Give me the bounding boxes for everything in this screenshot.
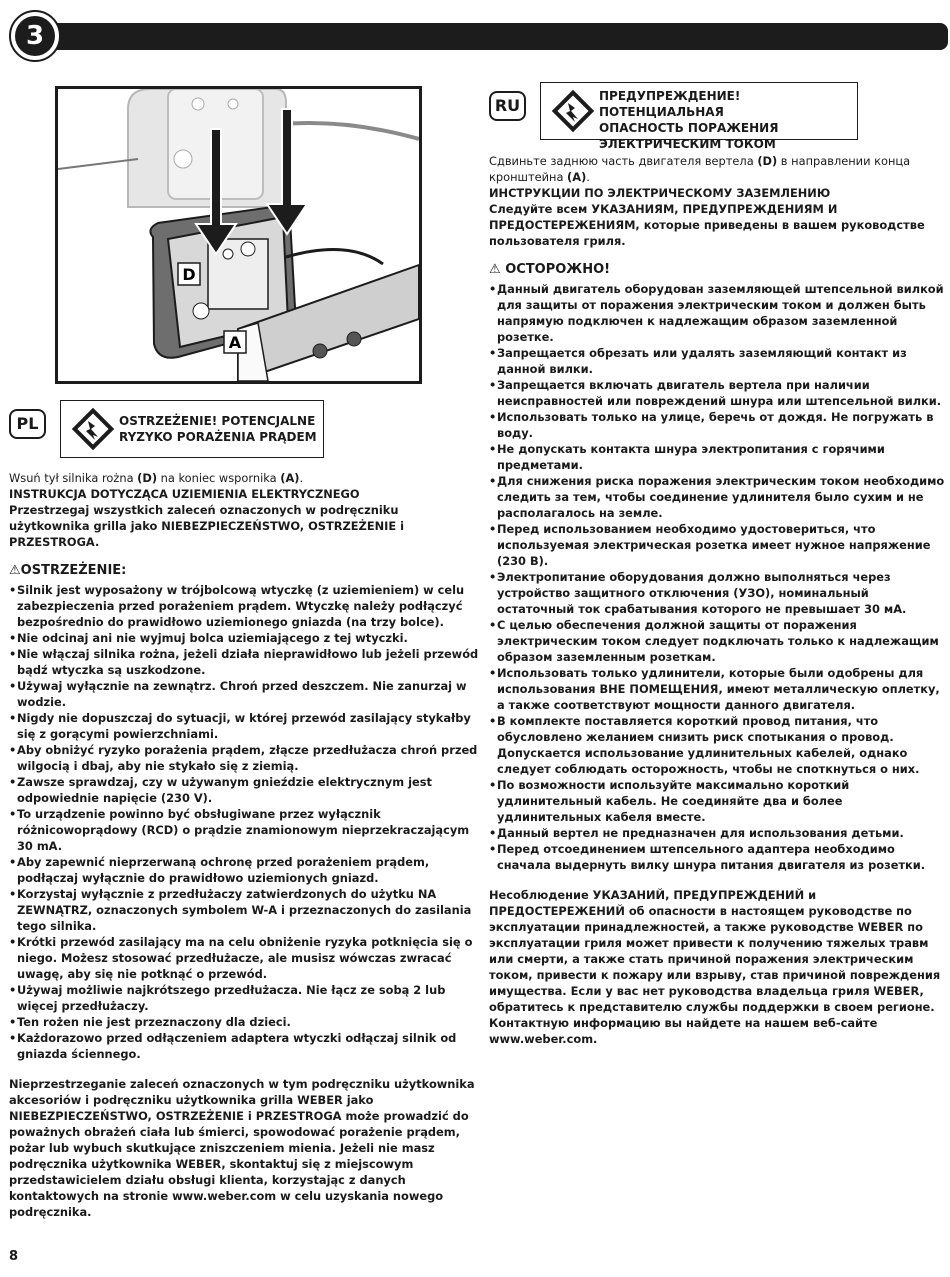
ref-d: (D)	[137, 471, 158, 485]
rotisserie-motor-drawing	[58, 89, 419, 381]
list-item: • Для снижения риска поражения электрическим током необходимо следить за тем, чтобы соединение удлинителя было сухим и не располагалось на земле.	[489, 473, 947, 521]
list-item: • Перед использованием необходимо удостовериться, что используемая электрическая розетка имеет нужное напряжение (230 В).	[489, 521, 947, 569]
list-item: • Использовать только удлинители, которые были одобрены для использования ВНЕ ПОМЕЩЕНИЯ, имеют металлическую оплетку, а также соответствуют мощности данного двигателя.	[489, 665, 947, 713]
step-number-badge	[9, 10, 61, 62]
warning-triangle-icon: ⚠	[489, 262, 506, 277]
grounding-text-ru: Следуйте всем УКАЗАНИЯМ, ПРЕДУПРЕЖДЕНИЯМ И ПРЕДОСТЕРЕЖЕНИЯМ, которые приведены в вашем руководстве пользователя гриля.	[489, 202, 925, 248]
ref-d: (D)	[757, 154, 778, 168]
grounding-title-pl: INSTRUKCJA DOTYCZĄCA UZIEMIENIA ELEKTRYCZNEGO	[9, 487, 360, 501]
list-item: • С целью обеспечения должной защиты от поражения электрическим током следует подключать только к надлежащим образом заземленным розеткам.	[489, 617, 947, 665]
warning-box-pl	[60, 400, 324, 458]
grounding-text-pl: Przestrzegaj wszystkich zaleceń oznaczonych w podręczniku użytkownika grilla jako NIEBEZPIECZEŃSTWO, OSTRZEŻENIE i PRZESTROGA.	[9, 503, 405, 549]
list-item: • Данный вертел не предназначен для использования детьми.	[489, 825, 947, 841]
list-item: • Nie włączaj silnika rożna, jeżeli działa nieprawidłowo lub jeżeli przewód bądź wtyczka są uszkodzone.	[9, 646, 479, 678]
list-item: • Использовать только на улице, беречь от дождя. Не погружать в воду.	[489, 409, 947, 441]
grounding-title-ru: ИНСТРУКЦИИ ПО ЭЛЕКТРИЧЕСКОМУ ЗАЗЕМЛЕНИЮ	[489, 186, 831, 200]
list-item: • Ten rożen nie jest przeznaczony dla dzieci.	[9, 1014, 479, 1030]
list-item: • Электропитание оборудования должно выполняться через устройство защитного отключения (УЗО), номинальный остаточный ток срабатывания которого не превышает 30 мА.	[489, 569, 947, 617]
list-item: • To urządzenie powinno być obsługiwane przez wyłącznik różnicowoprądowy (RCD) o prądzie znamionowym nieprzekraczającym 30 mA.	[9, 806, 479, 854]
list-item: • Данный двигатель оборудован заземляющей штепсельной вилкой для защиты от поражения электрическим током и должен быть напрямую подключен к надлежащим образом заземленной розетке.	[489, 281, 947, 345]
electric-shock-hazard-icon	[71, 407, 115, 451]
caution-heading-ru	[489, 261, 947, 279]
caution-title: ОСТОРОЖНО!	[505, 262, 611, 277]
closing-paragraph-pl: Nieprzestrzeganie zaleceń oznaczonych w tym podręczniku użytkownika akcesoriów i podręczniku użytkownika grilla WEBER jako NIEBEZPIECZEŃSTWO, OSTRZEŻENIE i PRZESTROGA może prowadzić do poważnych obrażeń ciała lub śmierci, spowodować porażenie prądem, pożar lub wybuch skutkujące zniszczeniem mienia. Jeżeli nie masz podręcznika użytkownika WEBER, skontaktuj się z miejscowym przedstawicielem działu obsługi klienta, korzystając z danych kontaktowych na stronie www.weber.com w celu uzyskania nowego podręcznika.	[9, 1077, 475, 1219]
lang-badge-ru: RU	[489, 91, 526, 121]
polish-section	[9, 470, 479, 1220]
list-item: • Aby obniżyć ryzyko porażenia prądem, złącze przedłużacza chroń przed wilgocią i dbaj, aby nie stykało się z ziemią.	[9, 742, 479, 774]
warning-text-pl: OSTRZEŻENIE! POTENCJALNE RYZYKO PORAŻENIA PRĄDEM	[119, 414, 317, 444]
instruction-ru	[489, 153, 947, 185]
warning-box-ru	[540, 82, 858, 151]
instruction-text: Wsuń tył silnika rożna	[9, 471, 138, 485]
list-item: • Każdorazowo przed odłączeniem adaptera wtyczki odłączaj silnik od gniazda ściennego.	[9, 1030, 479, 1062]
list-item: • Nie odcinaj ani nie wyjmuj bolca uziemiającego z tej wtyczki.	[9, 630, 479, 646]
instruction-text: .	[299, 471, 304, 485]
step-number: 3	[15, 16, 55, 56]
list-item: • Запрещается обрезать или удалять заземляющий контакт из данной вилки.	[489, 345, 947, 377]
list-item: • Silnik jest wyposażony w trójbolcową wtyczkę (z uziemieniem) w celu zabezpieczenia przed porażeniem prądem. Wtyczkę należy podłączyć bezpośrednio do prawidłowo uziemionego gniazda (na trzy bolce).	[9, 582, 479, 630]
label-a: A	[228, 333, 242, 352]
instruction-pl	[9, 470, 479, 486]
list-item: • Zawsze sprawdzaj, czy w używanym gnieździe elektrycznym jest odpowiednie napięcie (230 V).	[9, 774, 479, 806]
list-item: • Aby zapewnić nieprzerwaną ochronę przed porażeniem prądem, podłączaj wyłącznie do prawidłowo uziemionych gniazd.	[9, 854, 479, 886]
ref-a: (A)	[567, 170, 587, 184]
instruction-text: Сдвиньте заднюю часть двигателя вертела	[489, 154, 758, 168]
warning-triangle-icon: ⚠	[9, 563, 21, 578]
warning-text-ru: ПРЕДУПРЕЖДЕНИЕ! ПОТЕНЦИАЛЬНАЯ ОПАСНОСТЬ ПОРАЖЕНИЯ ЭЛЕКТРИЧЕСКИМ ТОКОМ	[599, 89, 779, 151]
instruction-text: .	[586, 170, 590, 184]
page-number: 8	[9, 1249, 19, 1264]
lang-badge-pl: PL	[9, 409, 46, 439]
list-item: • Krótki przewód zasilający ma na celu obniżenie ryzyka potknięcia się o niego. Możesz stosować przedłużacze, ale musisz wówczas zwracać uwagę, aby się nie potknąć o przewód.	[9, 934, 479, 982]
russian-section	[489, 153, 947, 1047]
list-item: • В комплекте поставляется короткий провод питания, что обусловлено желанием снизить риск спотыкания о провод. Допускается использование удлинительных кабелей, однако следует соблюдать осторожность, чтобы не споткнуться о них.	[489, 713, 947, 777]
closing-paragraph-ru: Несоблюдение УКАЗАНИЙ, ПРЕДУПРЕЖДЕНИЙ и ПРЕДОСТЕРЕЖЕНИЙ об опасности в настоящем руководстве по эксплуатации принадлежностей, а также руководстве WEBER по эксплуатации гриля может привести к получению тяжелых травм или смерти, а также стать причиной поражения электрическим током, привести к пожару или взрыву, став причиной повреждения имущества. Если у вас нет руководства владельца гриля WEBER, обратитесь к представителю службы поддержки в своем регионе. Контактную информацию вы найдете на нашем веб-сайте www.weber.com.	[489, 888, 941, 1046]
instruction-text: в направлении конца кронштейна	[489, 154, 911, 184]
caution-list-ru	[489, 281, 947, 873]
caution-list-pl	[9, 582, 479, 1062]
list-item: • Запрещается включать двигатель вертела при наличии неисправностей или повреждений шнура или штепсельной вилки.	[489, 377, 947, 409]
list-item: • Перед отсоединением штепсельного адаптера необходимо сначала выдернуть вилку шнура питания двигателя из розетки.	[489, 841, 947, 873]
assembly-illustration	[55, 86, 422, 384]
list-item: • Не допускать контакта шнура электропитания с горячими предметами.	[489, 441, 947, 473]
instruction-text: na koniec wspornika	[157, 471, 281, 485]
caution-heading-pl	[9, 562, 479, 580]
ref-a: (A)	[280, 471, 300, 485]
list-item: • По возможности используйте максимально короткий удлинительный кабель. Не соединяйте два и более удлинительных кабеля вместе.	[489, 777, 947, 825]
step-header-bar	[36, 23, 948, 50]
list-item: • Korzystaj wyłącznie z przedłużaczy zatwierdzonych do użytku NA ZEWNĄTRZ, oznaczonych symbolem W-A i przeznaczonych do zasilania tego silnika.	[9, 886, 479, 934]
list-item: • Używaj wyłącznie na zewnątrz. Chroń przed deszczem. Nie zanurzaj w wodzie.	[9, 678, 479, 710]
caution-title: OSTRZEŻENIE:	[20, 563, 127, 578]
label-d: D	[182, 265, 196, 284]
list-item: • Nigdy nie dopuszczaj do sytuacji, w której przewód zasilający stykałby się z gorącymi powierzchniami.	[9, 710, 479, 742]
electric-shock-hazard-icon	[551, 89, 595, 133]
list-item: • Używaj możliwie najkrótszego przedłużacza. Nie łącz ze sobą 2 lub więcej przedłużaczy.	[9, 982, 479, 1014]
